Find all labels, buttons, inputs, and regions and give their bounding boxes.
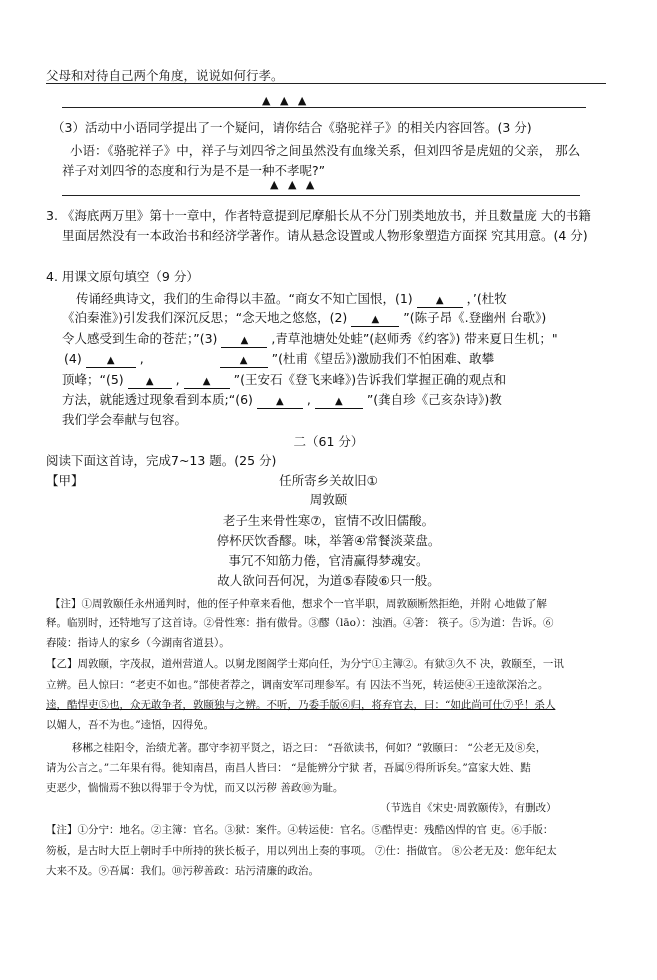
question-3-quote: 小语：《骆驼祥子》中，祥子与刘四爷之间虽然没有血缘关系，但刘四爷是虎妞的父亲， 那么 xyxy=(70,143,581,158)
item-4-title: 4. 用课文原句填空（9 分） xyxy=(46,269,199,284)
answer-blank[interactable]: ▲ xyxy=(351,313,399,327)
poem-line: 老子生来骨性寒⑦，宦情不改旧儒酸。 xyxy=(222,513,435,528)
question-3-quote: 祥子对刘四爷的态度和行为是不是一种不孝呢?” xyxy=(62,163,326,178)
fill-line-1: 传诵经典诗文，我们的生命得以丰盈。“商女不知亡国恨，(1) ▲ ，’(杜牧 xyxy=(76,291,507,306)
fill-line-2: 《泊秦淮》)引发我们深沉反思；“念天地之悠悠，(2) ▲ ”(陈子昂《.登幽州 台歌》) xyxy=(62,310,547,325)
answer-blank[interactable]: ▲ xyxy=(417,294,463,308)
passage-source: （节选自《宋史·周敦颐传》，有删改） xyxy=(380,802,557,814)
section-intro: 阅读下面这首诗，完成7~13 题。(25 分) xyxy=(46,453,277,468)
item-3-text: 3. 《海底两万里》第十一章中，作者特意提到尼摩船长从不分门别类地放书，并且数量庞 大的书籍 xyxy=(46,208,591,223)
fill-line-5: 顶峰；“(5) ▲ , ▲ ”(王安石《登飞来峰》)告诉我们掌握正确的观点和 xyxy=(62,372,507,387)
fill-line-6: 方法，就能透过现象看到本质;“(6) ▲ , ▲ ”(龚自珍《己亥杂诗》)教 xyxy=(62,392,502,407)
answer-triangles: ▲ ▲ ▲ xyxy=(270,178,318,191)
question-3-prompt: （3）活动中小语同学提出了一个疑问，请你结合《骆驼祥子》的相关内容回答。(3 分) xyxy=(52,120,532,135)
passage-line: 吏恶少，惴惴焉不独以得罪于令为忧，而又以污秽 善政⑩为耻。 xyxy=(46,782,344,794)
answer-blank[interactable]: ▲ xyxy=(257,395,303,409)
note-line: 【注】①周敦颐任永州通判时，他的侄子仲章来看他，想求个一官半职，周敦颐断然拒绝，并附 心地做了解 xyxy=(50,598,547,610)
note-line: 释。临别时，还特地写了这首诗。②骨性寒：指有傲骨。③醪（lāo）：浊酒。④箸： 筷子。⑤为道：告诉。⑥ xyxy=(46,617,554,629)
poem-title: 任所寄乡关故旧① xyxy=(279,473,378,488)
poem-line: 停杯厌饮香醪。味，举箸④常餐淡菜盘。 xyxy=(216,533,441,548)
answer-blank[interactable]: ▲ xyxy=(315,395,363,409)
passage-line: 【乙】周敦颐，字茂叔，道州营道人。以舅龙图阁学士郑向任，为分宁①主簿②。有狱③久不 决，敦颐至，一讯 xyxy=(46,658,564,670)
section-heading: 二（61 分） xyxy=(293,434,364,449)
passage-line: 请为公言之。”二年果有得。徙知南昌，南昌人皆曰： “是能辨分宁狱 者，吾属⑨得所诉矣。”富家大姓、黠 xyxy=(46,762,531,774)
answer-triangles: ▲ ▲ ▲ xyxy=(262,94,310,107)
poem-author: 周敦颐 xyxy=(309,492,348,507)
answer-line xyxy=(62,107,586,108)
poem-line: 事冗不知筋力倦，官清赢得梦魂安。 xyxy=(228,553,429,568)
note-line: 大来不及。⑨吾属：我们。⑩污秽善政：玷污清廉的政治。 xyxy=(46,865,319,877)
passage-line: 立辨。邑人惊曰：“老吏不如也。”部使者荐之，调南安军司理参军。有 囚法不当死，转运使④王逵欲深治之。 xyxy=(46,679,549,691)
answer-blank[interactable]: ▲ xyxy=(184,375,230,389)
note-line: 【注】①分宁：地名。②主簿：官名。③狱：案件。④转运使：官名。⑤酷悍吏：残酷凶悍的官 吏。⑥手版： xyxy=(46,824,554,836)
fill-line-4: (4) ▲ , ▲ ”(杜甫《望岳》)激励我们不怕困难、敢攀 xyxy=(64,351,495,366)
fill-line-3: 令人感受到生命的苍茫；”(3) ▲ ,青草池塘处处蛙”(赵师秀《约客》) 带来夏日生机；" xyxy=(62,331,558,346)
answer-line xyxy=(46,83,606,84)
answer-blank[interactable]: ▲ xyxy=(221,334,267,348)
passage-line: 移郴之桂阳令，治绩尤著。郡守李初平贤之，语之曰： “吾欲读书，何如？”敦颐曰： “公老无及⑧矣， xyxy=(72,742,547,754)
q2-text: 父母和对待自己两个角度，说说如何行孝。 xyxy=(46,68,284,83)
note-line: 舂陵：指诗人的家乡（今湖南省道县）。 xyxy=(46,637,230,649)
answer-blank[interactable]: ▲ xyxy=(86,354,136,368)
answer-blank[interactable]: ▲ xyxy=(128,375,172,389)
note-line: 笏板，是古时大臣上朝时手中所持的狭长板子，用以列出上奏的事项。 ⑦仕：指做官。 ⑧公老无及：您年纪太 xyxy=(46,845,557,857)
answer-line xyxy=(62,195,580,196)
answer-blank[interactable]: ▲ xyxy=(220,354,268,368)
passage-line: 逵，酷悍吏⑤也，众无敢争者，敦颐独与之辨。不听，乃委手版⑥归，将弃官去，曰：“如此尚可仕⑦乎！杀人 xyxy=(46,699,556,711)
poem-line: 故人欲问吾何况，为道⑤春陵⑥只一般。 xyxy=(217,573,440,588)
passage-line: 以媚人，吾不为也。”逵悟，囚得免。 xyxy=(46,719,215,731)
fill-line-7: 我们学会奉献与包容。 xyxy=(62,412,188,427)
poem-label: 【甲】 xyxy=(46,473,84,488)
item-3-text: 里面居然没有一本政治书和经济学著作。请从悬念设置或人物形象塑造方面探 究其用意。(4 分) xyxy=(62,228,588,243)
